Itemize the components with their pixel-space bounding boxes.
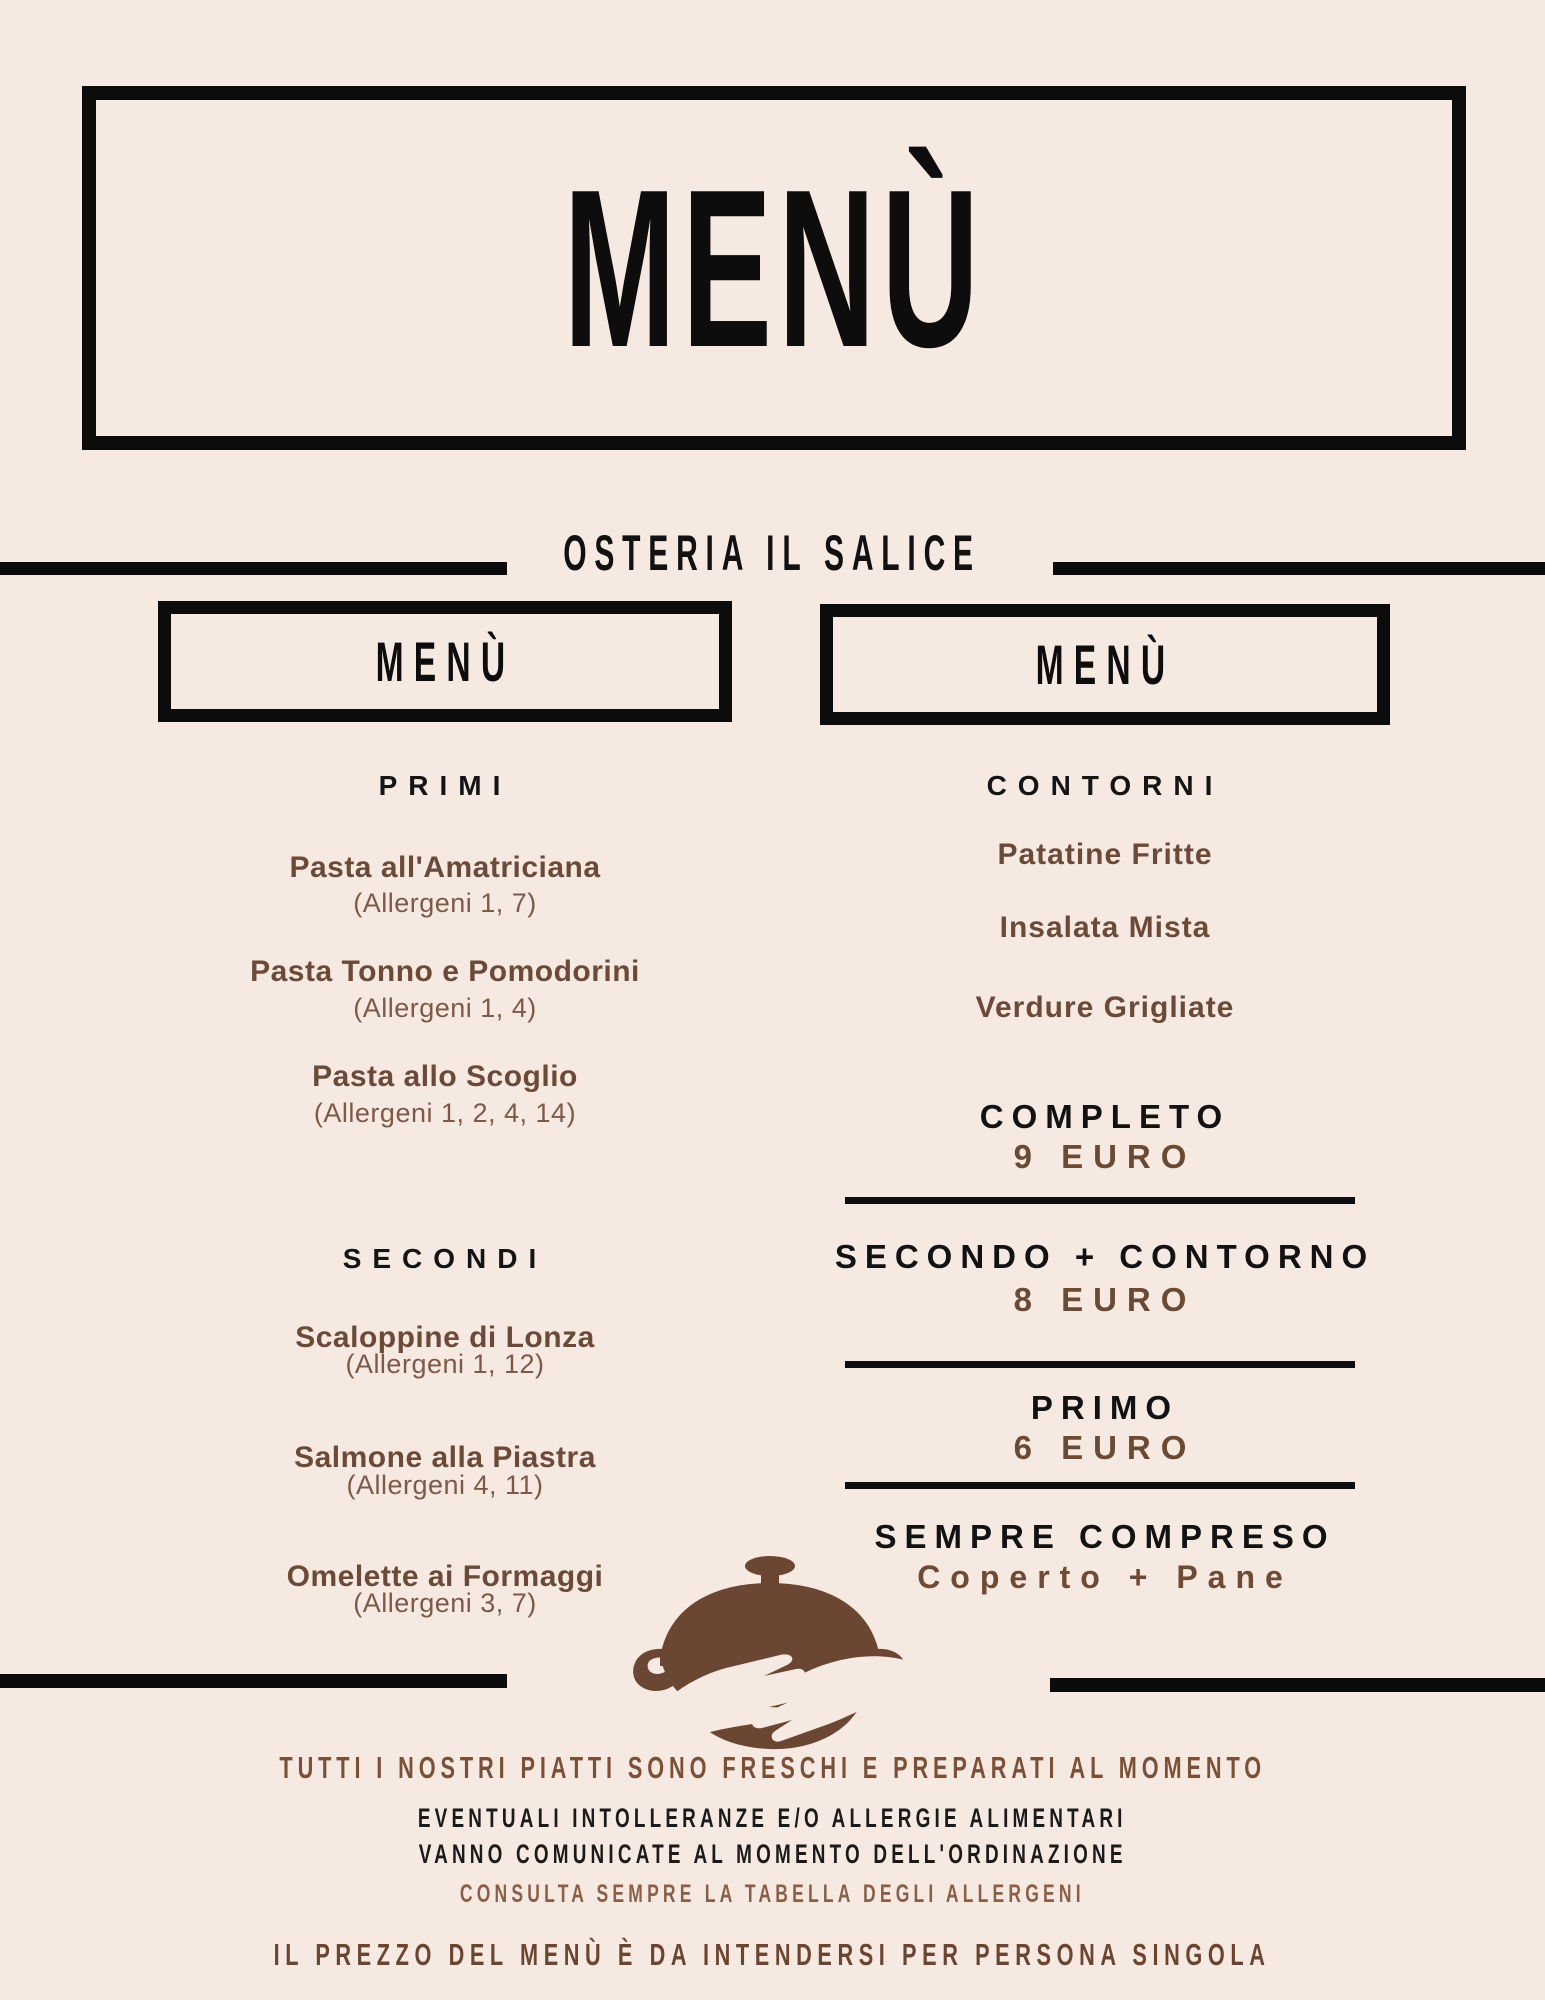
footer-fresh-note: TUTTI I NOSTRI PIATTI SONO FRESCHI E PREPARATI AL MOMENTO [279,1750,1266,1785]
side-item: Patatine Fritte [997,838,1213,871]
section-heading-contorni: CONTORNI [986,770,1224,801]
dish-name: Salmone alla Piastra [294,1441,596,1474]
section-heading-secondi: SECONDI [342,1243,548,1274]
footer-allergen-table-note: CONSULTA SEMPRE LA TABELLA DEGLI ALLERGENI [460,1880,1085,1908]
price-option-value: 8 EURO [1013,1281,1197,1318]
dish-allergens: (Allergeni 1, 12) [345,1349,545,1379]
rule-top-left [0,562,507,575]
dish-name: Pasta allo Scoglio [312,1060,578,1093]
footer-allergy-note-2: VANNO COMUNICATE AL MOMENTO DELL'ORDINAZIONE [418,1839,1127,1869]
dish-name: Pasta Tonno e Pomodorini [250,955,640,988]
title-frame [82,86,1466,450]
dish-name: Pasta all'Amatriciana [289,851,601,884]
dish-name: Scaloppine di Lonza [295,1321,595,1354]
dish-allergens: (Allergeni 3, 7) [353,1588,537,1618]
price-divider [845,1361,1355,1368]
rule-top-right [1053,562,1545,575]
price-option-value: 6 EURO [1013,1429,1197,1466]
price-divider [845,1482,1355,1489]
footer-allergy-note-1: EVENTUALI INTOLLERANZE E/O ALLERGIE ALIMENTARI [418,1803,1127,1833]
dish-allergens: (Allergeni 4, 11) [346,1470,544,1500]
right-menu-frame [820,604,1390,725]
price-option-value: 9 EURO [1013,1138,1197,1175]
left-menu-frame [158,601,732,722]
footer-price-note: IL PREZZO DEL MENÙ È DA INTENDERSI PER PERSONA SINGOLA [274,1937,1271,1972]
page-title: MENÙ [563,141,985,394]
price-option-label: PRIMO [1030,1389,1180,1426]
price-option-label: COMPLETO [979,1098,1231,1135]
dish-allergens: (Allergeni 1, 4) [353,993,537,1023]
price-option-label: SECONDO + CONTORNO [834,1238,1376,1275]
restaurant-name: OSTERIA IL SALICE [563,525,982,581]
price-divider [845,1197,1355,1204]
dish-allergens: (Allergeni 1, 2, 4, 14) [313,1098,577,1128]
dish-allergens: (Allergeni 1, 7) [353,888,537,918]
right-menu-label: MENÙ [1035,632,1175,696]
rule-bottom-left [0,1674,507,1688]
included-value: Coperto + Pane [917,1559,1293,1595]
section-heading-primi: PRIMI [378,770,512,801]
included-label: SEMPRE COMPRESO [874,1518,1336,1555]
rule-bottom-right [1050,1678,1545,1692]
side-item: Verdure Grigliate [975,991,1235,1024]
left-menu-label: MENÙ [375,629,515,693]
dish-name: Omelette ai Formaggi [286,1560,604,1593]
side-item: Insalata Mista [999,911,1211,944]
casserole-hug-icon [628,1552,912,1756]
